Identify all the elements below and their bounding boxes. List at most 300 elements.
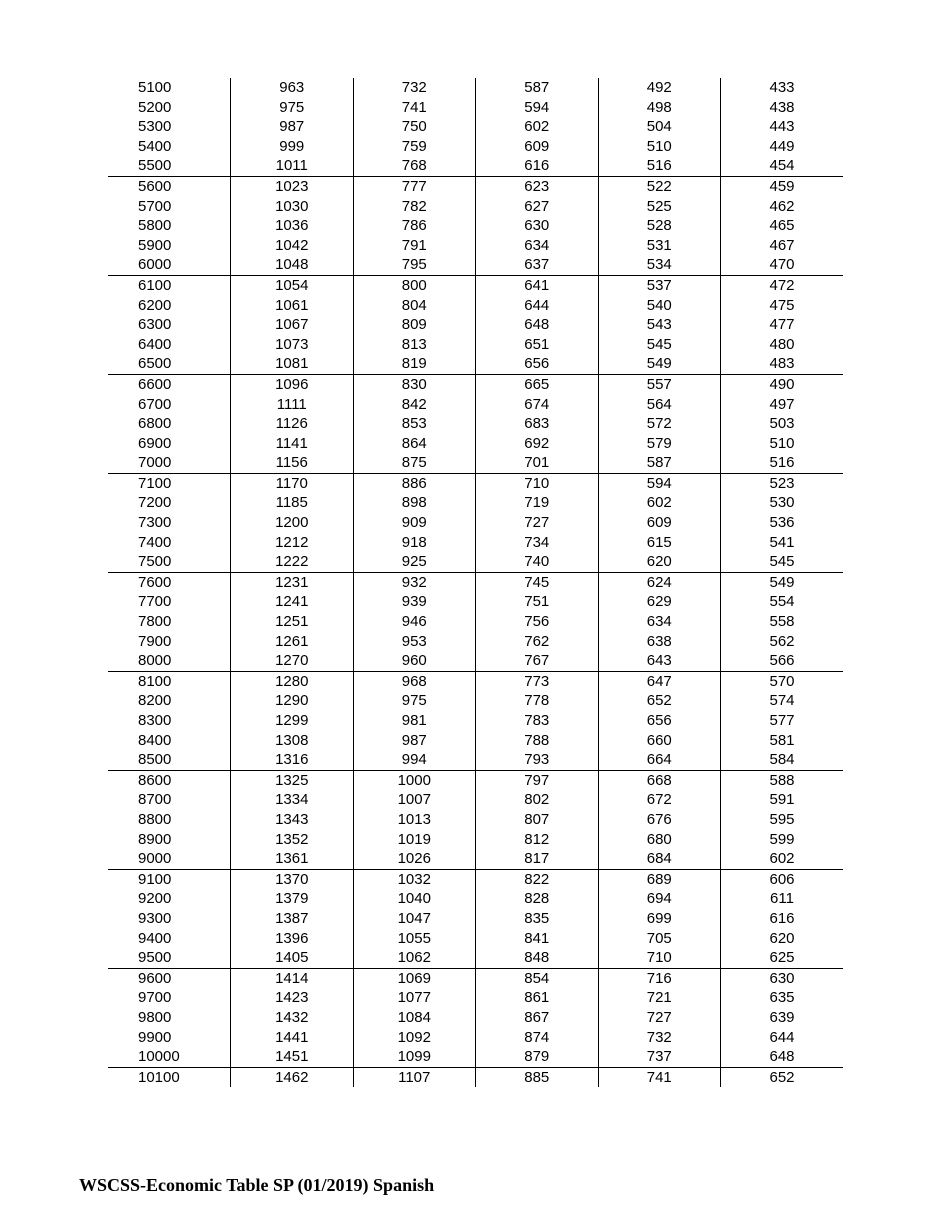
- page-footer: WSCSS-Economic Table SP (01/2019) Spanish: [79, 1175, 435, 1195]
- amount-cell: 545: [721, 552, 844, 572]
- table-row: [108, 592, 843, 612]
- amount-cell: 531: [598, 236, 721, 256]
- amount-cell: 480: [721, 335, 844, 355]
- amount-cell: 510: [721, 434, 844, 454]
- amount-cell: 634: [598, 612, 721, 632]
- amount-cell: 1081: [231, 354, 354, 374]
- amount-cell: 438: [721, 98, 844, 118]
- amount-cell: 630: [721, 968, 844, 988]
- amount-cell: 562: [721, 632, 844, 652]
- amount-cell: 886: [353, 473, 476, 493]
- amount-cell: 635: [721, 988, 844, 1008]
- amount-cell: 786: [353, 216, 476, 236]
- table-row: [108, 750, 843, 770]
- amount-cell: 1280: [231, 671, 354, 691]
- amount-cell: 665: [476, 374, 599, 394]
- amount-cell: 1170: [231, 473, 354, 493]
- table-row: [108, 1008, 843, 1028]
- income-cell: 9800: [138, 1008, 172, 1026]
- amount-cell: 841: [476, 929, 599, 949]
- amount-cell: 672: [598, 790, 721, 810]
- amount-cell: 1026: [353, 849, 476, 869]
- amount-cell: 727: [598, 1008, 721, 1028]
- income-cell: 6800: [138, 415, 172, 433]
- income-cell: 9700: [138, 989, 172, 1007]
- amount-cell: 644: [721, 1028, 844, 1048]
- amount-cell: 652: [598, 691, 721, 711]
- amount-cell: 854: [476, 968, 599, 988]
- amount-cell: 537: [598, 275, 721, 295]
- amount-cell: 433: [721, 78, 844, 98]
- amount-cell: 1462: [231, 1067, 354, 1087]
- amount-cell: 587: [598, 453, 721, 473]
- amount-cell: 741: [353, 98, 476, 118]
- amount-cell: 1062: [353, 948, 476, 968]
- amount-cell: 1040: [353, 889, 476, 909]
- amount-cell: 616: [721, 909, 844, 929]
- amount-cell: 1222: [231, 552, 354, 572]
- table-row: [108, 988, 843, 1008]
- amount-cell: 1432: [231, 1008, 354, 1028]
- amount-cell: 570: [721, 671, 844, 691]
- amount-cell: 579: [598, 434, 721, 454]
- amount-cell: 867: [476, 1008, 599, 1028]
- amount-cell: 454: [721, 156, 844, 176]
- table-row: [108, 98, 843, 118]
- amount-cell: 606: [721, 869, 844, 889]
- amount-cell: 1092: [353, 1028, 476, 1048]
- income-cell: 10000: [138, 1048, 180, 1066]
- amount-cell: 932: [353, 572, 476, 592]
- amount-cell: 1451: [231, 1047, 354, 1067]
- amount-cell: 719: [476, 493, 599, 513]
- income-cell: 7800: [138, 613, 172, 631]
- table-row: [108, 948, 843, 968]
- amount-cell: 813: [353, 335, 476, 355]
- amount-cell: 483: [721, 354, 844, 374]
- amount-cell: 1334: [231, 790, 354, 810]
- income-cell: 7300: [138, 514, 172, 532]
- amount-cell: 1379: [231, 889, 354, 909]
- amount-cell: 864: [353, 434, 476, 454]
- amount-cell: 1013: [353, 810, 476, 830]
- amount-cell: 1126: [231, 414, 354, 434]
- amount-cell: 525: [598, 197, 721, 217]
- amount-cell: 1055: [353, 929, 476, 949]
- amount-cell: 462: [721, 197, 844, 217]
- table-row: [108, 296, 843, 316]
- amount-cell: 861: [476, 988, 599, 1008]
- amount-cell: 1251: [231, 612, 354, 632]
- amount-cell: 756: [476, 612, 599, 632]
- table-row: [108, 255, 843, 275]
- amount-cell: 528: [598, 216, 721, 236]
- amount-cell: 676: [598, 810, 721, 830]
- income-cell: 9000: [138, 850, 172, 868]
- amount-cell: 751: [476, 592, 599, 612]
- amount-cell: 652: [721, 1067, 844, 1087]
- amount-cell: 516: [721, 453, 844, 473]
- amount-cell: 566: [721, 651, 844, 671]
- amount-cell: 819: [353, 354, 476, 374]
- amount-cell: 692: [476, 434, 599, 454]
- amount-cell: 975: [353, 691, 476, 711]
- income-cell: 7600: [108, 572, 231, 592]
- income-cell: 9400: [138, 929, 172, 947]
- income-cell: 10100: [108, 1067, 231, 1087]
- amount-cell: 534: [598, 255, 721, 275]
- income-cell: 7400: [138, 533, 172, 551]
- amount-cell: 625: [721, 948, 844, 968]
- income-cell: 7500: [138, 553, 172, 571]
- amount-cell: 549: [721, 572, 844, 592]
- amount-cell: 699: [598, 909, 721, 929]
- economic-table-body: [108, 78, 843, 1087]
- amount-cell: 898: [353, 493, 476, 513]
- amount-cell: 1011: [231, 156, 354, 176]
- table-row: [108, 691, 843, 711]
- amount-cell: 960: [353, 651, 476, 671]
- amount-cell: 609: [598, 513, 721, 533]
- amount-cell: 727: [476, 513, 599, 533]
- amount-cell: 885: [476, 1067, 599, 1087]
- amount-cell: 710: [476, 473, 599, 493]
- income-cell: 8600: [108, 770, 231, 790]
- amount-cell: 656: [476, 354, 599, 374]
- amount-cell: 968: [353, 671, 476, 691]
- amount-cell: 783: [476, 711, 599, 731]
- amount-cell: 1308: [231, 731, 354, 751]
- income-cell: 6600: [108, 374, 231, 394]
- amount-cell: 643: [598, 651, 721, 671]
- amount-cell: 777: [353, 176, 476, 196]
- table-row: [108, 869, 843, 889]
- amount-cell: 611: [721, 889, 844, 909]
- table-row: [108, 513, 843, 533]
- income-cell: 6500: [138, 355, 172, 373]
- amount-cell: 1000: [353, 770, 476, 790]
- amount-cell: 740: [476, 552, 599, 572]
- amount-cell: 668: [598, 770, 721, 790]
- amount-cell: 549: [598, 354, 721, 374]
- table-row: [108, 315, 843, 335]
- amount-cell: 1361: [231, 849, 354, 869]
- table-row: [108, 395, 843, 415]
- amount-cell: 795: [353, 255, 476, 275]
- amount-cell: 475: [721, 296, 844, 316]
- income-cell: 9600: [108, 968, 231, 988]
- amount-cell: 807: [476, 810, 599, 830]
- amount-cell: 620: [598, 552, 721, 572]
- income-cell: 7200: [138, 494, 172, 512]
- table-row: [108, 810, 843, 830]
- amount-cell: 620: [721, 929, 844, 949]
- amount-cell: 732: [598, 1028, 721, 1048]
- amount-cell: 1299: [231, 711, 354, 731]
- amount-cell: 545: [598, 335, 721, 355]
- table-row: [108, 770, 843, 790]
- income-cell: 8700: [138, 791, 172, 809]
- amount-cell: 999: [231, 137, 354, 157]
- amount-cell: 1007: [353, 790, 476, 810]
- amount-cell: 1290: [231, 691, 354, 711]
- amount-cell: 802: [476, 790, 599, 810]
- amount-cell: 530: [721, 493, 844, 513]
- amount-cell: 750: [353, 117, 476, 137]
- amount-cell: 564: [598, 395, 721, 415]
- amount-cell: 1023: [231, 176, 354, 196]
- amount-cell: 588: [721, 770, 844, 790]
- income-cell: 6900: [138, 434, 172, 452]
- table-row: [108, 137, 843, 157]
- table-row: [108, 533, 843, 553]
- amount-cell: 835: [476, 909, 599, 929]
- amount-cell: 656: [598, 711, 721, 731]
- table-row: [108, 711, 843, 731]
- amount-cell: 925: [353, 552, 476, 572]
- income-cell: 7900: [138, 632, 172, 650]
- amount-cell: 558: [721, 612, 844, 632]
- amount-cell: 822: [476, 869, 599, 889]
- amount-cell: 1212: [231, 533, 354, 553]
- amount-cell: 599: [721, 830, 844, 850]
- amount-cell: 791: [353, 236, 476, 256]
- amount-cell: 510: [598, 137, 721, 157]
- income-cell: 8500: [138, 751, 172, 769]
- amount-cell: 557: [598, 374, 721, 394]
- amount-cell: 497: [721, 395, 844, 415]
- amount-cell: 1141: [231, 434, 354, 454]
- amount-cell: 627: [476, 197, 599, 217]
- amount-cell: 737: [598, 1047, 721, 1067]
- income-cell: 5500: [138, 157, 172, 175]
- amount-cell: 874: [476, 1028, 599, 1048]
- table-row: [108, 453, 843, 473]
- income-cell: 5600: [108, 176, 231, 196]
- amount-cell: 788: [476, 731, 599, 751]
- amount-cell: 1042: [231, 236, 354, 256]
- amount-cell: 793: [476, 750, 599, 770]
- amount-cell: 472: [721, 275, 844, 295]
- amount-cell: 680: [598, 830, 721, 850]
- amount-cell: 953: [353, 632, 476, 652]
- amount-cell: 648: [476, 315, 599, 335]
- amount-cell: 467: [721, 236, 844, 256]
- table-row: [108, 176, 843, 196]
- income-cell: 5300: [138, 118, 172, 136]
- income-cell: 5200: [138, 98, 172, 116]
- table-row: [108, 1028, 843, 1048]
- amount-cell: 660: [598, 731, 721, 751]
- amount-cell: 624: [598, 572, 721, 592]
- amount-cell: 842: [353, 395, 476, 415]
- amount-cell: 817: [476, 849, 599, 869]
- table-row: [108, 572, 843, 592]
- income-cell: 9300: [138, 909, 172, 927]
- income-cell: 5400: [138, 137, 172, 155]
- amount-cell: 587: [476, 78, 599, 98]
- economic-table-container: [108, 78, 843, 1087]
- amount-cell: 734: [476, 533, 599, 553]
- amount-cell: 694: [598, 889, 721, 909]
- amount-cell: 828: [476, 889, 599, 909]
- amount-cell: 1111: [231, 395, 354, 415]
- amount-cell: 1352: [231, 830, 354, 850]
- amount-cell: 574: [721, 691, 844, 711]
- amount-cell: 1019: [353, 830, 476, 850]
- amount-cell: 741: [598, 1067, 721, 1087]
- amount-cell: 449: [721, 137, 844, 157]
- amount-cell: 516: [598, 156, 721, 176]
- amount-cell: 641: [476, 275, 599, 295]
- amount-cell: 1096: [231, 374, 354, 394]
- amount-cell: 981: [353, 711, 476, 731]
- income-cell: 6300: [138, 316, 172, 334]
- amount-cell: 759: [353, 137, 476, 157]
- table-row: [108, 830, 843, 850]
- table-row: [108, 117, 843, 137]
- amount-cell: 584: [721, 750, 844, 770]
- amount-cell: 630: [476, 216, 599, 236]
- amount-cell: 1067: [231, 315, 354, 335]
- amount-cell: 638: [598, 632, 721, 652]
- table-row: [108, 216, 843, 236]
- amount-cell: 470: [721, 255, 844, 275]
- amount-cell: 830: [353, 374, 476, 394]
- amount-cell: 804: [353, 296, 476, 316]
- income-cell: 6200: [138, 296, 172, 314]
- amount-cell: 797: [476, 770, 599, 790]
- amount-cell: 644: [476, 296, 599, 316]
- amount-cell: 1241: [231, 592, 354, 612]
- income-cell: 8400: [138, 731, 172, 749]
- amount-cell: 1185: [231, 493, 354, 513]
- table-row: [108, 374, 843, 394]
- amount-cell: 1036: [231, 216, 354, 236]
- amount-cell: 1343: [231, 810, 354, 830]
- amount-cell: 577: [721, 711, 844, 731]
- amount-cell: 616: [476, 156, 599, 176]
- amount-cell: 879: [476, 1047, 599, 1067]
- amount-cell: 773: [476, 671, 599, 691]
- amount-cell: 701: [476, 453, 599, 473]
- income-cell: 9900: [138, 1028, 172, 1046]
- amount-cell: 543: [598, 315, 721, 335]
- amount-cell: 1077: [353, 988, 476, 1008]
- income-cell: 5900: [138, 236, 172, 254]
- income-cell: 5700: [138, 197, 172, 215]
- table-row: [108, 354, 843, 374]
- amount-cell: 683: [476, 414, 599, 434]
- amount-cell: 975: [231, 98, 354, 118]
- amount-cell: 674: [476, 395, 599, 415]
- amount-cell: 1061: [231, 296, 354, 316]
- amount-cell: 664: [598, 750, 721, 770]
- table-row: [108, 968, 843, 988]
- amount-cell: 1387: [231, 909, 354, 929]
- amount-cell: 1325: [231, 770, 354, 790]
- amount-cell: 1405: [231, 948, 354, 968]
- income-cell: 7000: [138, 454, 172, 472]
- amount-cell: 809: [353, 315, 476, 335]
- amount-cell: 648: [721, 1047, 844, 1067]
- income-cell: 6400: [138, 335, 172, 353]
- amount-cell: 732: [353, 78, 476, 98]
- amount-cell: 465: [721, 216, 844, 236]
- amount-cell: 629: [598, 592, 721, 612]
- amount-cell: 1084: [353, 1008, 476, 1028]
- amount-cell: 1200: [231, 513, 354, 533]
- amount-cell: 504: [598, 117, 721, 137]
- table-row: [108, 197, 843, 217]
- amount-cell: 522: [598, 176, 721, 196]
- table-row: [108, 335, 843, 355]
- table-row: [108, 275, 843, 295]
- amount-cell: 1099: [353, 1047, 476, 1067]
- amount-cell: 492: [598, 78, 721, 98]
- amount-cell: 1048: [231, 255, 354, 275]
- amount-cell: 800: [353, 275, 476, 295]
- amount-cell: 541: [721, 533, 844, 553]
- amount-cell: 1069: [353, 968, 476, 988]
- table-row: [108, 731, 843, 751]
- amount-cell: 684: [598, 849, 721, 869]
- income-cell: 8000: [138, 652, 172, 670]
- amount-cell: 554: [721, 592, 844, 612]
- table-row: [108, 790, 843, 810]
- income-cell: 6700: [138, 395, 172, 413]
- table-row: [108, 414, 843, 434]
- amount-cell: 1047: [353, 909, 476, 929]
- amount-cell: 939: [353, 592, 476, 612]
- table-row: [108, 1047, 843, 1067]
- amount-cell: 609: [476, 137, 599, 157]
- amount-cell: 689: [598, 869, 721, 889]
- amount-cell: 987: [231, 117, 354, 137]
- amount-cell: 595: [721, 810, 844, 830]
- amount-cell: 987: [353, 731, 476, 751]
- amount-cell: 782: [353, 197, 476, 217]
- amount-cell: 721: [598, 988, 721, 1008]
- amount-cell: 634: [476, 236, 599, 256]
- amount-cell: 443: [721, 117, 844, 137]
- amount-cell: 1423: [231, 988, 354, 1008]
- amount-cell: 1231: [231, 572, 354, 592]
- economic-table: [108, 78, 843, 1087]
- amount-cell: 1441: [231, 1028, 354, 1048]
- amount-cell: 581: [721, 731, 844, 751]
- table-row: [108, 156, 843, 176]
- amount-cell: 615: [598, 533, 721, 553]
- amount-cell: 1073: [231, 335, 354, 355]
- income-cell: 6000: [138, 256, 172, 274]
- amount-cell: 1156: [231, 453, 354, 473]
- income-cell: 7700: [138, 593, 172, 611]
- amount-cell: 875: [353, 453, 476, 473]
- amount-cell: 778: [476, 691, 599, 711]
- amount-cell: 1107: [353, 1067, 476, 1087]
- amount-cell: 1396: [231, 929, 354, 949]
- amount-cell: 602: [598, 493, 721, 513]
- amount-cell: 963: [231, 78, 354, 98]
- amount-cell: 767: [476, 651, 599, 671]
- amount-cell: 490: [721, 374, 844, 394]
- table-row: [108, 78, 843, 98]
- amount-cell: 594: [476, 98, 599, 118]
- income-cell: 7100: [108, 473, 231, 493]
- table-row: [108, 849, 843, 869]
- table-row: [108, 493, 843, 513]
